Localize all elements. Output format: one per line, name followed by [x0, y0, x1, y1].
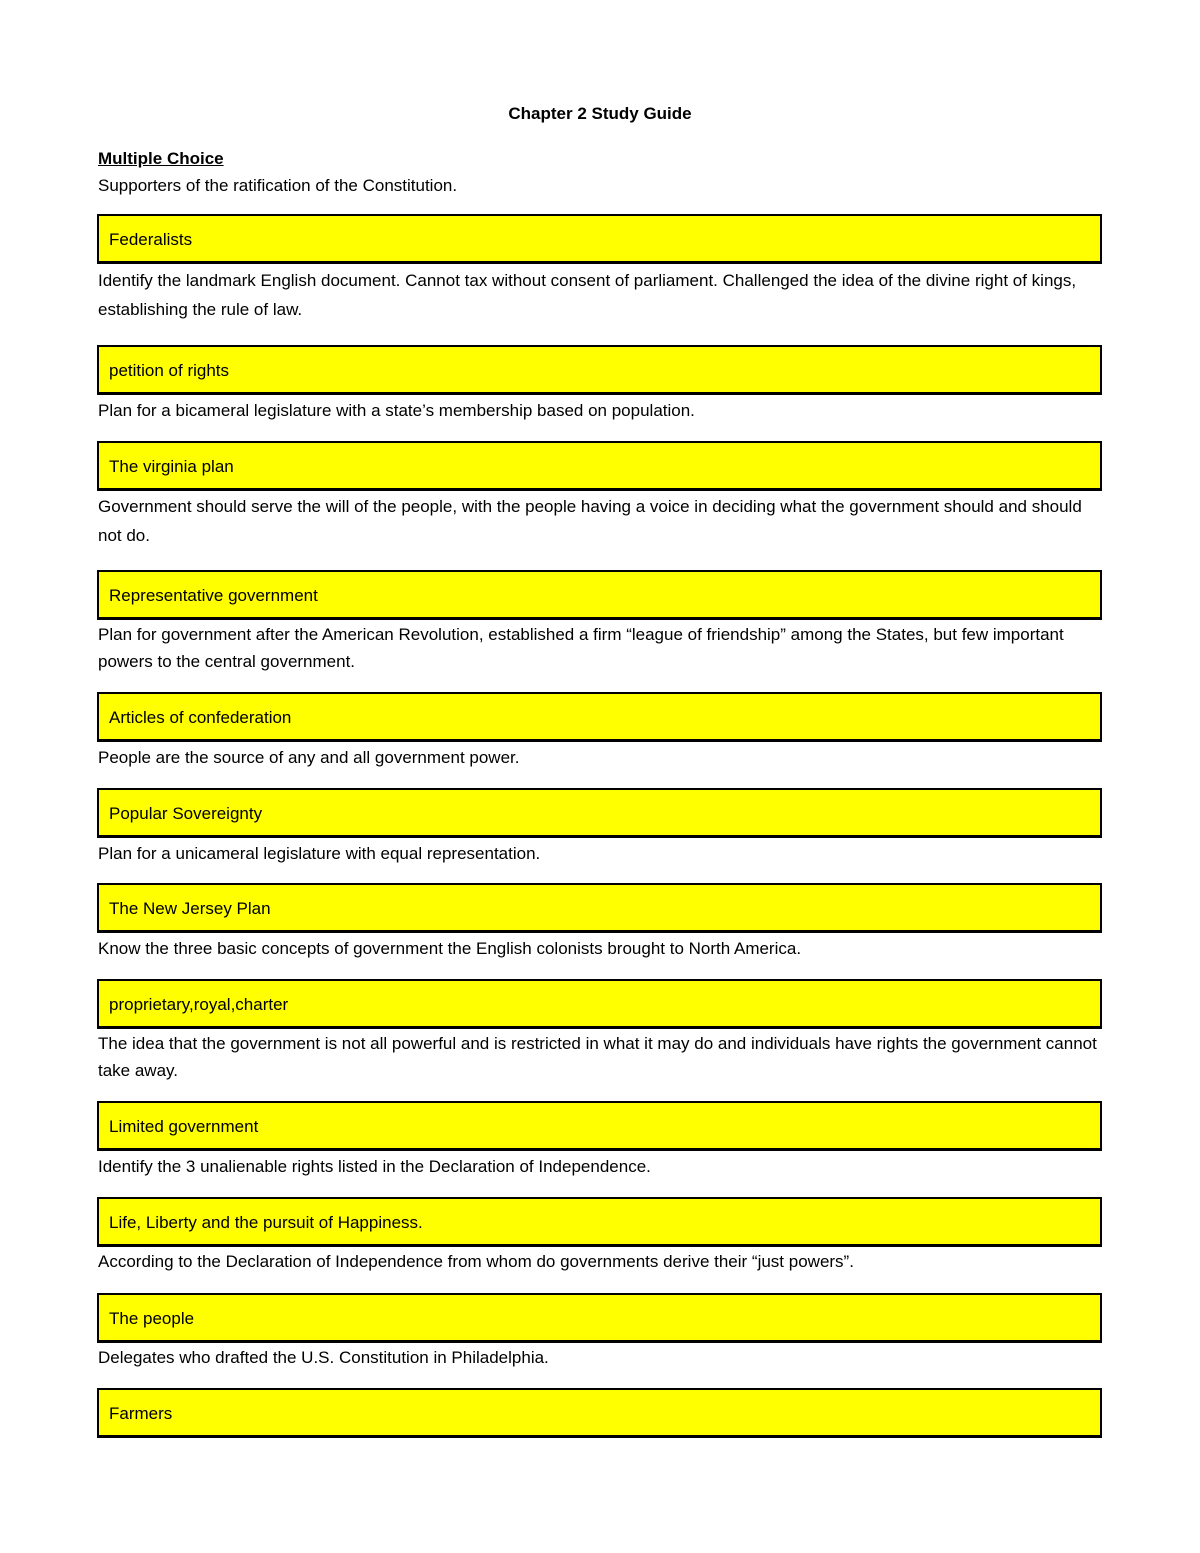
answer-box — [97, 788, 1102, 838]
answer-text: Limited government — [109, 1117, 259, 1136]
answer-text: The New Jersey Plan — [109, 899, 271, 918]
answer-box — [97, 345, 1102, 395]
section-heading: Multiple Choice — [98, 149, 224, 168]
question-text: Government should serve the will of the people, with the people having a voice in deciding what the government should and should not do. — [98, 497, 1082, 545]
question-text: According to the Declaration of Independence from whom do governments derive their “just powers”. — [98, 1252, 854, 1271]
answer-box — [97, 883, 1102, 933]
answer-box — [97, 214, 1102, 264]
answer-text: Articles of confederation — [109, 708, 292, 727]
question-text: Plan for a bicameral legislature with a state’s membership based on population. — [98, 401, 695, 420]
question-text: The idea that the government is not all powerful and is restricted in what it may do and individuals have rights the government cannot take away. — [98, 1034, 1097, 1080]
answer-text: The virginia plan — [109, 457, 234, 476]
answer-text: Farmers — [109, 1404, 173, 1423]
question-text: Plan for a unicameral legislature with equal representation. — [98, 844, 541, 863]
question-text: People are the source of any and all government power. — [98, 748, 520, 767]
question-text: Supporters of the ratification of the Constitution. — [98, 176, 458, 195]
answer-box — [97, 1197, 1102, 1247]
answer-box — [97, 570, 1102, 620]
answer-text: petition of rights — [109, 361, 230, 380]
answer-box — [97, 1388, 1102, 1438]
answer-text: Life, Liberty and the pursuit of Happiness. — [109, 1213, 423, 1232]
answer-box — [97, 441, 1102, 491]
answer-text: Representative government — [109, 586, 318, 605]
answer-text: Federalists — [109, 230, 193, 249]
answer-box — [97, 1101, 1102, 1151]
answer-box — [97, 1293, 1102, 1343]
question-text: Delegates who drafted the U.S. Constitution in Philadelphia. — [98, 1348, 549, 1367]
answer-box — [97, 692, 1102, 742]
question-text: Know the three basic concepts of government the English colonists brought to North America. — [98, 939, 802, 958]
answer-box — [97, 979, 1102, 1029]
question-text: Identify the landmark English document. Cannot tax without consent of parliament. Challenged the idea of the divine right of kings, establishing the rule of law. — [98, 271, 1077, 319]
question-text: Plan for government after the American Revolution, established a firm “league of friendship” among the States, but few important powers to the central government. — [98, 625, 1064, 671]
answer-text: proprietary,royal,charter — [109, 995, 289, 1014]
answer-text: The people — [109, 1309, 195, 1328]
page-title: Chapter 2 Study Guide — [508, 104, 692, 123]
question-text: Identify the 3 unalienable rights listed in the Declaration of Independence. — [98, 1157, 651, 1176]
answer-text: Popular Sovereignty — [109, 804, 263, 823]
bottom-rule — [97, 1436, 1102, 1438]
